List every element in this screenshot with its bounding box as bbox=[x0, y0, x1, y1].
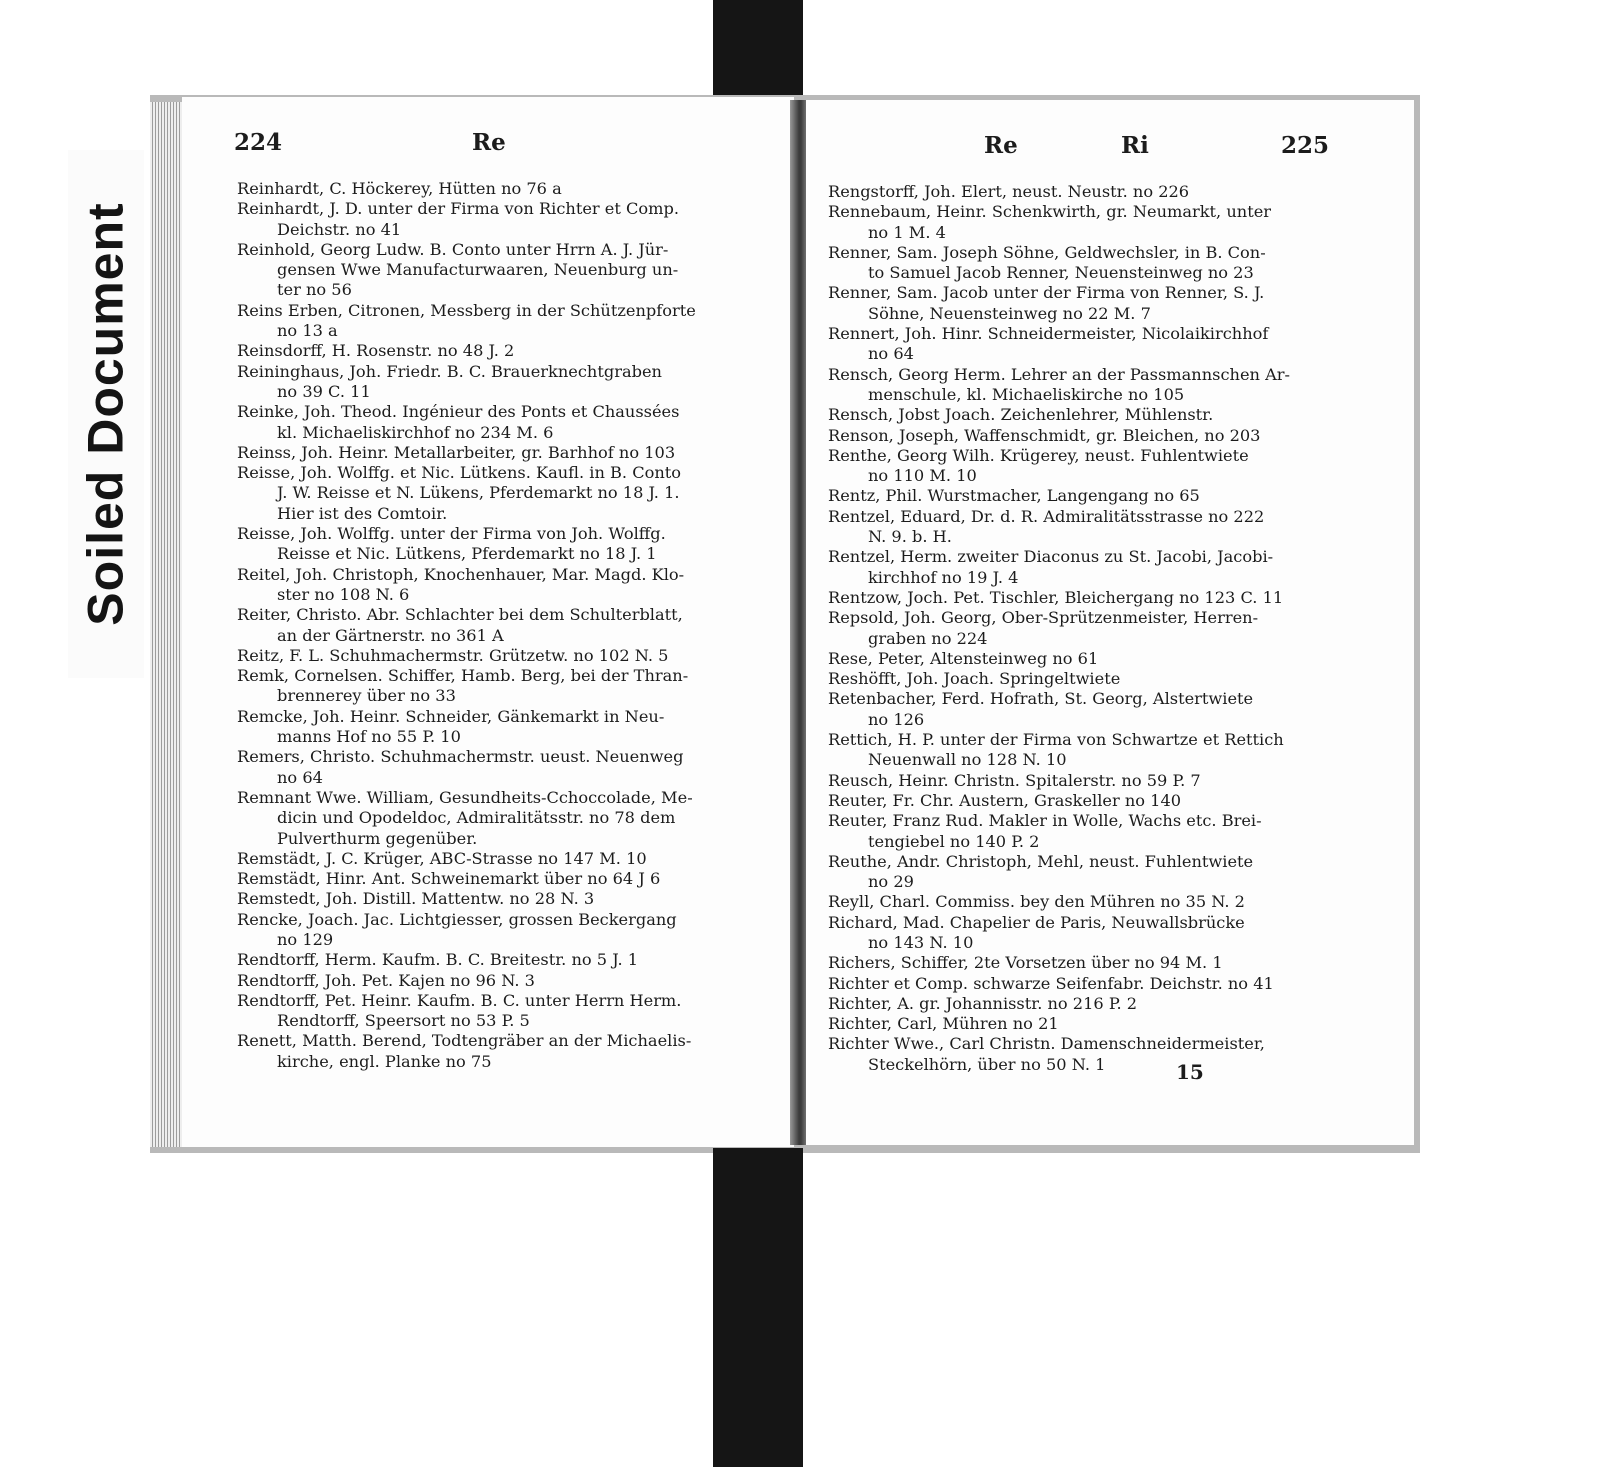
entry-continuation-line: to Samuel Jacob Renner, Neuensteinweg no 23 bbox=[868, 263, 1254, 283]
entry-continuation-line: graben no 224 bbox=[868, 628, 988, 648]
stamp-label: Soiled Document bbox=[78, 202, 134, 626]
entry-line: Reinhardt, J. D. unter der Firma von Richter et Comp. bbox=[237, 199, 680, 219]
right-page-number: 225 bbox=[1281, 132, 1330, 159]
entry-line: Rensch, Georg Herm. Lehrer an der Passmannschen Ar- bbox=[828, 364, 1290, 384]
right-running-head-right: Ri bbox=[1121, 132, 1149, 159]
directory-entry bbox=[237, 849, 747, 869]
entry-line: Reshöfft, Joh. Joach. Springeltwiete bbox=[828, 669, 1121, 689]
entry-line: Remnant Wwe. William, Gesundheits-Cchoccolade, Me- bbox=[237, 787, 693, 807]
entry-continuation-line: no 64 bbox=[277, 767, 323, 787]
entry-continuation-line: Steckelhörn, über no 50 N. 1 bbox=[868, 1054, 1106, 1074]
entry-line: Retenbacher, Ferd. Hofrath, St. Georg, Alstertwiete bbox=[828, 689, 1254, 709]
directory-entry bbox=[828, 446, 1363, 487]
entry-line: Rentzel, Eduard, Dr. d. R. Admiralitätsstrasse no 222 bbox=[828, 506, 1265, 526]
entry-line: Renthe, Georg Wilh. Krügerey, neust. Fuhlentwiete bbox=[828, 445, 1249, 465]
entry-line: Remers, Christo. Schuhmachermstr. ueust. Neuenweg bbox=[237, 747, 684, 767]
directory-entry bbox=[237, 869, 747, 889]
directory-entry bbox=[828, 243, 1363, 284]
entry-line: Rennebaum, Heinr. Schenkwirth, gr. Neumarkt, unter bbox=[828, 202, 1272, 222]
entry-line: Rendtorff, Pet. Heinr. Kaufm. B. C. unter Herrn Herm. bbox=[237, 990, 682, 1010]
binding-strap-top bbox=[713, 0, 803, 108]
entry-line: Richter, A. gr. Johannisstr. no 216 P. 2 bbox=[828, 993, 1138, 1013]
entry-line: Reitz, F. L. Schuhmachermstr. Grützetw. no 102 N. 5 bbox=[237, 645, 669, 665]
directory-entry bbox=[237, 971, 747, 991]
entry-continuation-line: Pulverthurm gegenüber. bbox=[277, 828, 478, 848]
entry-continuation-line: J. W. Reisse et N. Lükens, Pferdemarkt no 18 J. 1. bbox=[277, 483, 680, 503]
directory-entry bbox=[828, 669, 1363, 689]
entry-continuation-line: manns Hof no 55 P. 10 bbox=[277, 727, 461, 747]
directory-entry bbox=[828, 365, 1363, 406]
directory-entry bbox=[828, 811, 1363, 852]
entry-line: Rendtorff, Herm. Kaufm. B. C. Breitestr. no 5 J. 1 bbox=[237, 950, 639, 970]
directory-entry bbox=[237, 747, 747, 788]
entry-line: Remstädt, J. C. Krüger, ABC-Strasse no 147 M. 10 bbox=[237, 848, 647, 868]
entry-line: Rengstorff, Joh. Elert, neust. Neustr. no 226 bbox=[828, 182, 1190, 201]
entry-line: Reisse, Joh. Wolffg. unter der Firma von Joh. Wolffg. bbox=[237, 524, 666, 544]
directory-entry bbox=[828, 852, 1363, 893]
directory-entry bbox=[237, 463, 747, 524]
entry-line: Renner, Sam. Joseph Söhne, Geldwechsler, in B. Con- bbox=[828, 242, 1266, 262]
left-page bbox=[182, 97, 794, 1147]
directory-entry bbox=[828, 1014, 1363, 1034]
directory-entry bbox=[237, 991, 747, 1032]
entry-continuation-line: Neuenwall no 128 N. 10 bbox=[868, 750, 1067, 770]
directory-entry bbox=[828, 791, 1363, 811]
directory-entry bbox=[828, 547, 1363, 588]
directory-entry bbox=[828, 913, 1363, 954]
entry-line: Richter et Comp. schwarze Seifenfabr. Deichstr. no 41 bbox=[828, 973, 1274, 993]
right-entry-list bbox=[828, 182, 1363, 1075]
entry-line: Reitel, Joh. Christoph, Knochenhauer, Mar. Magd. Klo- bbox=[237, 564, 685, 584]
entry-continuation-line: no 126 bbox=[868, 709, 925, 729]
entry-continuation-line: ster no 108 N. 6 bbox=[277, 584, 410, 604]
directory-entry bbox=[237, 666, 747, 707]
directory-entry bbox=[828, 892, 1363, 912]
entry-continuation-line: no 13 a bbox=[277, 321, 338, 341]
entry-line: Repsold, Joh. Georg, Ober-Sprützenmeister, Herren- bbox=[828, 608, 1259, 628]
directory-entry bbox=[828, 182, 1363, 202]
directory-entry bbox=[828, 202, 1363, 243]
directory-entry bbox=[828, 730, 1363, 771]
directory-entry bbox=[237, 179, 747, 199]
entry-line: Reinhold, Georg Ludw. B. Conto unter Hrrn A. J. Jür- bbox=[237, 239, 669, 259]
entry-line: Renner, Sam. Jacob unter der Firma von Renner, S. J. bbox=[828, 283, 1265, 303]
entry-line: Rensch, Jobst Joach. Zeichenlehrer, Mühlenstr. bbox=[828, 405, 1214, 425]
directory-entry bbox=[828, 771, 1363, 791]
directory-entry bbox=[237, 341, 747, 361]
entry-line: Renett, Matth. Berend, Todtengräber an der Michaelis- bbox=[237, 1031, 692, 1051]
directory-entry bbox=[828, 994, 1363, 1014]
directory-entry bbox=[828, 649, 1363, 669]
right-page bbox=[806, 100, 1414, 1145]
entry-continuation-line: kirchhof no 19 J. 4 bbox=[868, 567, 1019, 587]
entry-continuation-line: gensen Wwe Manufacturwaaren, Neuenburg un- bbox=[277, 260, 679, 280]
entry-line: Rentzel, Herm. zweiter Diaconus zu St. Jacobi, Jacobi- bbox=[828, 547, 1274, 567]
entry-continuation-line: Söhne, Neuensteinweg no 22 M. 7 bbox=[868, 303, 1151, 323]
entry-continuation-line: no 143 N. 10 bbox=[868, 932, 974, 952]
entry-continuation-line: no 29 bbox=[868, 872, 914, 892]
binding-strap-bottom bbox=[713, 1148, 803, 1467]
entry-continuation-line: menschule, kl. Michaeliskirche no 105 bbox=[868, 384, 1185, 404]
page-edges bbox=[150, 102, 184, 1147]
left-page-number: 224 bbox=[234, 129, 283, 156]
directory-entry bbox=[237, 301, 747, 342]
directory-entry bbox=[237, 565, 747, 606]
entry-line: Reuter, Fr. Chr. Austern, Graskeller no 140 bbox=[828, 790, 1182, 810]
entry-continuation-line: Hier ist des Comtoir. bbox=[277, 503, 448, 523]
entry-line: Reisse, Joh. Wolffg. et Nic. Lütkens. Kaufl. in B. Conto bbox=[237, 463, 682, 483]
entry-line: Richter, Carl, Mühren no 21 bbox=[828, 1014, 1059, 1034]
entry-line: Reinss, Joh. Heinr. Metallarbeiter, gr. Barhhof no 103 bbox=[237, 442, 676, 462]
entry-continuation-line: Reisse et Nic. Lütkens, Pferdemarkt no 18 J. 1 bbox=[277, 544, 657, 564]
directory-entry bbox=[237, 889, 747, 909]
directory-entry bbox=[828, 405, 1363, 425]
entry-continuation-line: dicin und Opodeldoc, Admiralitätsstr. no 78 dem bbox=[277, 808, 676, 828]
entry-line: Rencke, Joach. Jac. Lichtgiesser, grossen Beckergang bbox=[237, 909, 677, 929]
entry-line: Richers, Schiffer, 2te Vorsetzen über no 94 M. 1 bbox=[828, 953, 1223, 973]
directory-entry bbox=[237, 443, 747, 463]
directory-entry bbox=[237, 788, 747, 849]
directory-entry bbox=[828, 953, 1363, 973]
directory-entry bbox=[237, 646, 747, 666]
entry-continuation-line: no 1 M. 4 bbox=[868, 222, 946, 242]
entry-line: Rendtorff, Joh. Pet. Kajen no 96 N. 3 bbox=[237, 970, 535, 990]
entry-continuation-line: kl. Michaeliskirchhof no 234 M. 6 bbox=[277, 422, 554, 442]
directory-entry bbox=[828, 507, 1363, 548]
directory-entry bbox=[237, 605, 747, 646]
signature-mark: 15 bbox=[1176, 1060, 1204, 1084]
entry-line: Remcke, Joh. Heinr. Schneider, Gänkemarkt in Neu- bbox=[237, 706, 665, 726]
directory-entry bbox=[828, 426, 1363, 446]
directory-entry bbox=[237, 1031, 747, 1072]
entry-continuation-line: no 39 C. 11 bbox=[277, 381, 371, 401]
entry-line: Renson, Joseph, Waffenschmidt, gr. Bleichen, no 203 bbox=[828, 425, 1261, 445]
entry-line: Reusch, Heinr. Christn. Spitalerstr. no 59 P. 7 bbox=[828, 770, 1201, 790]
entry-line: Remstedt, Joh. Distill. Mattentw. no 28 N. 3 bbox=[237, 889, 595, 909]
directory-entry bbox=[237, 362, 747, 403]
entry-continuation-line: tengiebel no 140 P. 2 bbox=[868, 831, 1040, 851]
entry-continuation-line: kirche, engl. Planke no 75 bbox=[277, 1051, 492, 1071]
directory-entry bbox=[828, 588, 1363, 608]
entry-line: Rentzow, Joch. Pet. Tischler, Bleichergang no 123 C. 11 bbox=[828, 587, 1284, 607]
entry-line: Rese, Peter, Altensteinweg no 61 bbox=[828, 648, 1099, 668]
directory-entry bbox=[828, 974, 1363, 994]
directory-entry bbox=[828, 689, 1363, 730]
entry-line: Reins Erben, Citronen, Messberg in der Schützenpforte bbox=[237, 300, 696, 320]
entry-line: Rettich, H. P. unter der Firma von Schwartze et Rettich bbox=[828, 730, 1284, 750]
left-entry-list bbox=[237, 179, 747, 1072]
entry-continuation-line: ter no 56 bbox=[277, 280, 352, 300]
entry-continuation-line: no 129 bbox=[277, 929, 334, 949]
entry-line: Reinsdorff, H. Rosenstr. no 48 J. 2 bbox=[237, 341, 515, 361]
directory-entry bbox=[237, 950, 747, 970]
directory-entry bbox=[828, 283, 1363, 324]
entry-continuation-line: no 64 bbox=[868, 344, 914, 364]
entry-continuation-line: Rendtorff, Speersort no 53 P. 5 bbox=[277, 1011, 530, 1031]
entry-line: Reinhardt, C. Höckerey, Hütten no 76 a bbox=[237, 179, 562, 198]
entry-line: Rentz, Phil. Wurstmacher, Langengang no 65 bbox=[828, 486, 1200, 506]
entry-line: Reininghaus, Joh. Friedr. B. C. Brauerknechtgraben bbox=[237, 361, 662, 381]
entry-continuation-line: Deichstr. no 41 bbox=[277, 219, 402, 239]
directory-entry bbox=[237, 707, 747, 748]
soiled-document-stamp bbox=[68, 150, 144, 678]
entry-line: Remstädt, Hinr. Ant. Schweinemarkt über no 64 J 6 bbox=[237, 869, 661, 889]
directory-entry bbox=[237, 524, 747, 565]
entry-line: Richard, Mad. Chapelier de Paris, Neuwallsbrücke bbox=[828, 912, 1245, 932]
entry-line: Reyll, Charl. Commiss. bey den Mühren no 35 N. 2 bbox=[828, 892, 1245, 912]
directory-entry bbox=[237, 199, 747, 240]
directory-entry bbox=[828, 608, 1363, 649]
entry-continuation-line: brennerey über no 33 bbox=[277, 686, 456, 706]
entry-continuation-line: N. 9. b. H. bbox=[868, 527, 952, 547]
directory-entry bbox=[237, 402, 747, 443]
entry-line: Richter Wwe., Carl Christn. Damenschneidermeister, bbox=[828, 1034, 1265, 1054]
directory-entry bbox=[237, 240, 747, 301]
entry-line: Reinke, Joh. Theod. Ingénieur des Ponts et Chaussées bbox=[237, 402, 680, 422]
directory-entry bbox=[237, 910, 747, 951]
directory-entry bbox=[828, 486, 1363, 506]
left-running-head: Re bbox=[472, 129, 506, 156]
entry-continuation-line: an der Gärtnerstr. no 361 A bbox=[277, 625, 504, 645]
entry-continuation-line: no 110 M. 10 bbox=[868, 466, 977, 486]
entry-line: Reiter, Christo. Abr. Schlachter bei dem Schulterblatt, bbox=[237, 605, 683, 625]
right-running-head-left: Re bbox=[984, 132, 1018, 159]
entry-line: Reuter, Franz Rud. Makler in Wolle, Wachs etc. Brei- bbox=[828, 811, 1262, 831]
directory-entry bbox=[828, 1034, 1363, 1075]
entry-line: Rennert, Joh. Hinr. Schneidermeister, Nicolaikirchhof bbox=[828, 324, 1269, 344]
entry-line: Reuthe, Andr. Christoph, Mehl, neust. Fuhlentwiete bbox=[828, 851, 1254, 871]
directory-entry bbox=[828, 324, 1363, 365]
entry-line: Remk, Cornelsen. Schiffer, Hamb. Berg, bei der Thran- bbox=[237, 666, 689, 686]
